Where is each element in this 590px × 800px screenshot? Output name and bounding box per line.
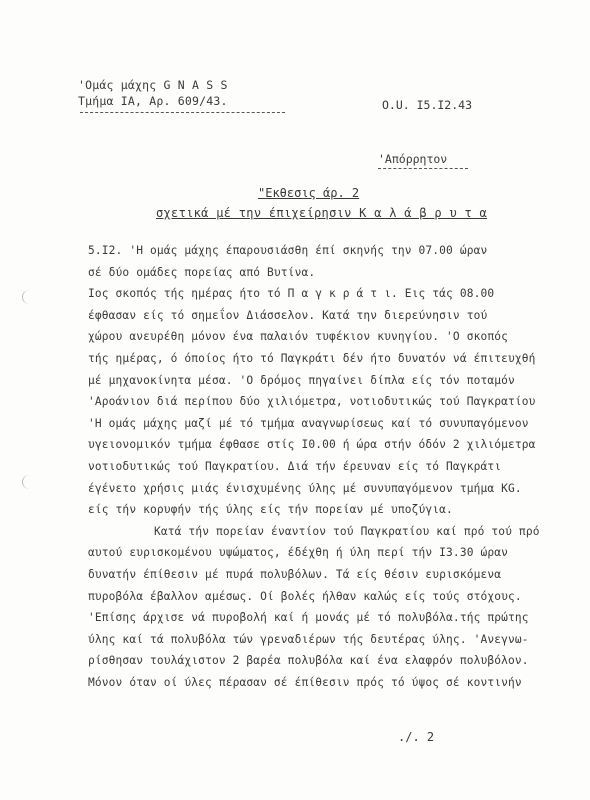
body-line: δυνατήν έπίθεσιν μέ πυρά πολυβόλων. Τά είς θέσιν ευρισκόμενα xyxy=(88,567,502,581)
body-line: νοτιοδυτικώς τού Παγκρατίου. Διά τήν έρευναν είς τό Παγκράτι xyxy=(88,459,502,473)
body-line: 'Αροάνιον διά περίπου δύο χιλιόμετρα, νοτιοδυτικώς τού Παγκρατίου xyxy=(88,395,536,409)
classification-label: 'Απόρρητον xyxy=(378,152,448,166)
report-body xyxy=(88,240,568,693)
classification-underline xyxy=(378,168,468,169)
body-line: Ιος σκοπός τής ημέρας ήτο τό Π α γ κ ρ ά τ ι. Εις τάς 08.00 xyxy=(88,287,495,301)
header-underline xyxy=(80,112,285,113)
punch-hole-mark xyxy=(22,475,37,489)
body-line: Μόνον όταν οί ύλες πέρασαν σέ έπίθεσιν πρός τό ύψος σέ κοντινήν xyxy=(88,675,522,689)
body-line: χώρου ανευρέθη μόνον ένα παλαιόν τυφέκιον κυνηγίου. 'Ο σκοπός xyxy=(88,330,509,344)
body-line: τής ημέρας, ό όποίος ήτο τό Παγκράτι δέν ήτο δυνατόν νά έπιτευχθή xyxy=(88,351,536,365)
body-line: 5.I2. 'Η ομάς μάχης έπαρουσιάσθη έπί σκηνής την 07.00 ώραν xyxy=(88,244,488,257)
body-line: είς τήν κορυφήν τής ύλης είς τήν πορείαν μέ υποζύγια. xyxy=(88,503,453,517)
body-line: 'Η ομάς μάχης μαζί μέ τό τμήμα αναγνωρίσεως καί τό συνυπαγόμενον xyxy=(88,416,529,430)
page-continuation: ./. 2 xyxy=(398,730,435,744)
report-subtitle: σχετικά μέ την έπιχείρησιν Κ α λ ά β ρ υ τ α xyxy=(156,206,488,220)
body-line: μέ μηχανοκίνητα μέσα. 'Ο δρόμος πηγαίνει δίπλα είς τόν ποταμόν xyxy=(88,373,515,387)
punch-hole-mark xyxy=(22,290,37,304)
body-line: αυτού ευρισκομένου υψώματος, έδέχθη ή ύλη περί τήν I3.30 ώραν xyxy=(88,546,509,560)
body-line: έφθασαν είς τό σημεΐον Διάσσελον. Κατά την διερεύνησιν τού xyxy=(88,308,488,322)
body-line: ρίσθησαν τουλάχιστον 2 βαρέα πολυβόλα καί ένα ελαφρόν πολυβόλον. xyxy=(88,654,529,668)
body-line: σέ δύο ομάδες πορείας από Βυτίνα. xyxy=(88,265,316,279)
document-reference: O.U. I5.I2.43 xyxy=(382,98,473,112)
report-title: "Εκθεσις άρ. 2 xyxy=(258,186,360,200)
unit-heading: 'Ομάς μάχης G N A S S xyxy=(78,78,228,92)
body-line: ύλης καί τά πολυβόλα τών γρεναδιέρων τής δευτέρας ύλης. 'Ανεγνω- xyxy=(88,632,529,646)
body-line: έγένετο χρήσις μιάς ένισχυμένης ύλης μέ συνυπαγόμενον τμήμα KG. xyxy=(88,481,522,495)
body-line: πυροβόλα έβαλλον αμέσως. Οί βολές ήλθαν καλώς είς τούς στόχους. xyxy=(88,589,522,603)
body-line: 'Επίσης άρχισε νά πυροβολή καί ή μονάς μέ τό πολυβόλα.τής πρώτης xyxy=(88,611,529,625)
body-line: υγειονομικόν τμήμα έφθασε στίς I0.00 ή ώρα στήν όδόν 2 χιλιόμετρα xyxy=(88,438,536,452)
body-line: Κατά τήν πορείαν έναντίον τού Παγκρατίου καί πρό τού πρό xyxy=(154,524,540,538)
section-number: Τμήμα ΙΑ, Αρ. 609/43. xyxy=(78,94,228,108)
